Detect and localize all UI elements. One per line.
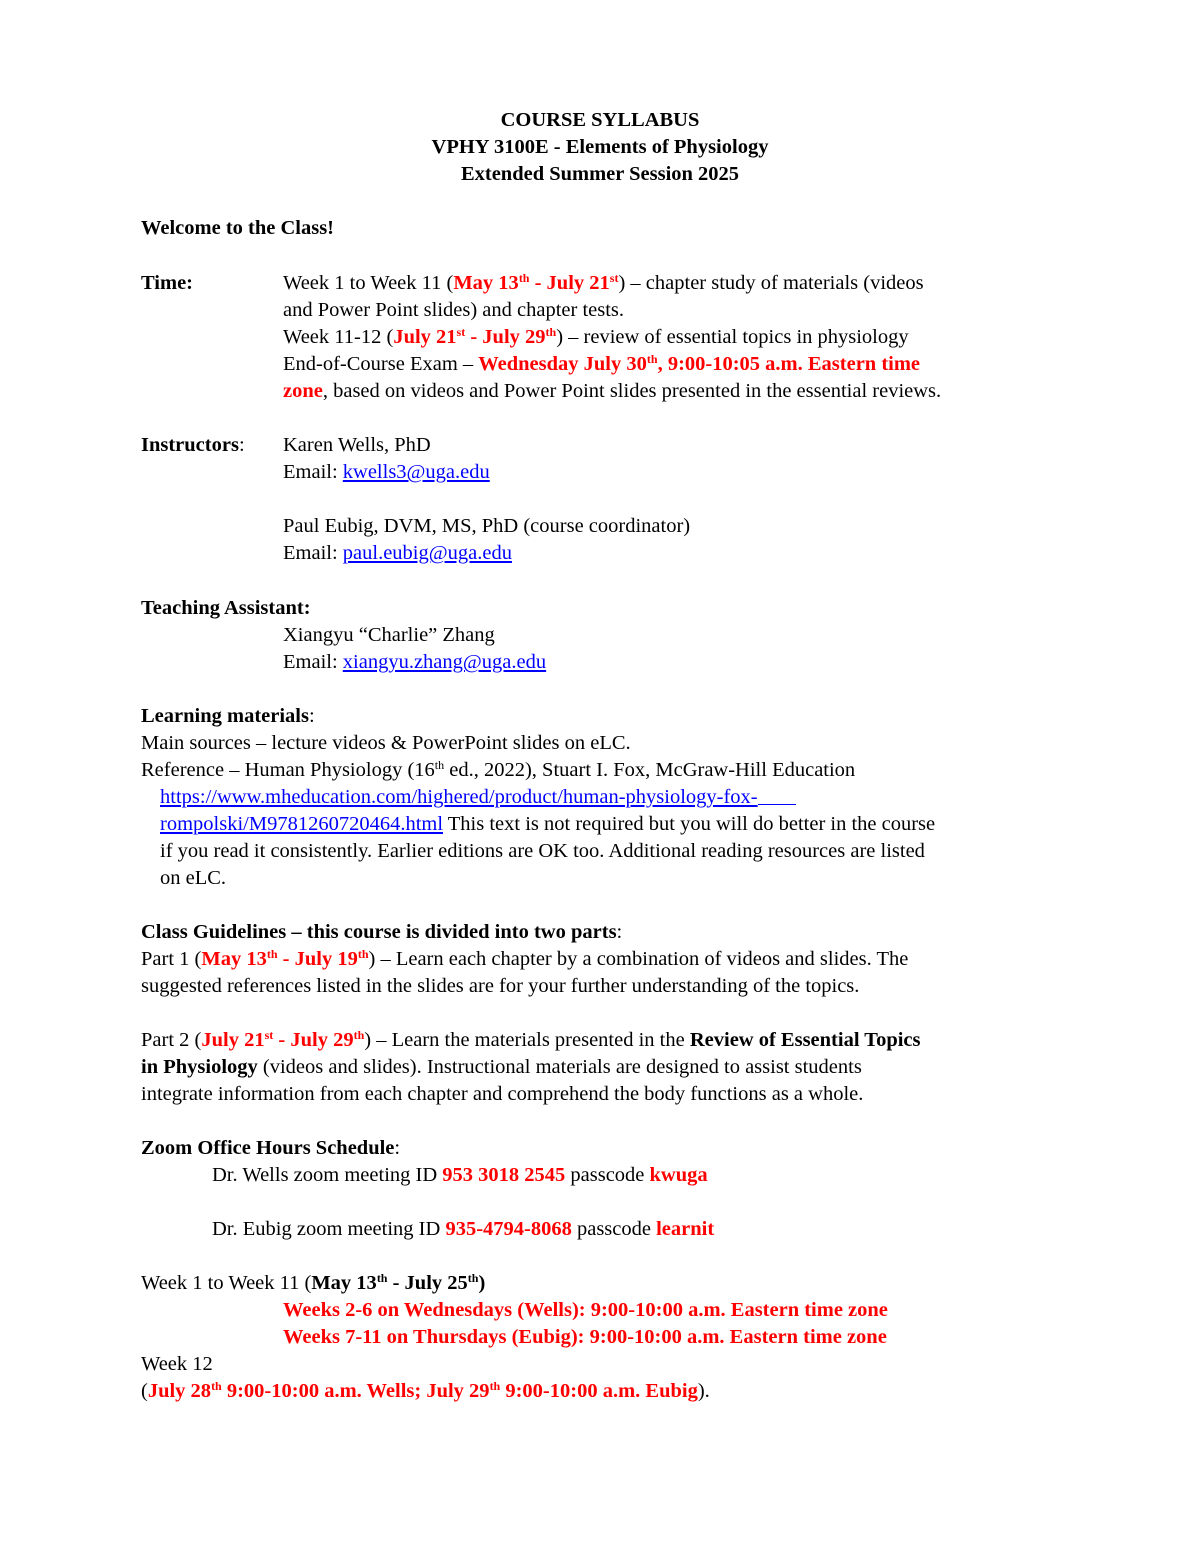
ta-name: Xiangyu “Charlie” Zhang <box>283 624 495 646</box>
reference-url-link-cont[interactable]: rompolski/M9781260720464.html <box>160 813 444 835</box>
instructor-2-name: Paul Eubig, DVM, MS, PhD (course coordinator) <box>283 515 691 537</box>
schedule-wells-hours: Weeks 2-6 on Wednesdays (Wells): 9:00-10:00 a.m. Eastern time zone <box>283 1299 888 1321</box>
reference-url-link[interactable]: https://www.mheducation.com/highered/product/human-physiology-fox- <box>160 786 758 808</box>
time-line-3: Week 11-12 (July 21st - July 29th) – review of essential topics in physiology <box>283 325 909 348</box>
instructor-1-name: Karen Wells, PhD <box>283 434 431 456</box>
schedule-eubig-hours: Weeks 7-11 on Thursdays (Eubig): 9:00-10:00 a.m. Eastern time zone <box>283 1326 887 1348</box>
eubig-meeting-id: 935-4794-8068 <box>445 1218 572 1240</box>
schedule-week-12-hours: (July 28th 9:00-10:00 a.m. Wells; July 29th 9:00-10:00 a.m. Eubig). <box>141 1379 710 1402</box>
eubig-passcode: learnit <box>656 1218 715 1240</box>
schedule-week-12-label: Week 12 <box>141 1353 213 1375</box>
zoom-heading: Zoom Office Hours Schedule: <box>141 1137 401 1159</box>
reference-url-line-2: rompolski/M9781260720464.html This text is not required but you will do better in the course <box>160 813 936 835</box>
wells-meeting-id: 953 3018 2545 <box>442 1164 566 1186</box>
time-line-5: zone, based on videos and Power Point slides presented in the essential reviews. <box>283 380 942 402</box>
guidelines-heading: Class Guidelines – this course is divided into two parts: <box>141 921 623 943</box>
link-underline-tail <box>758 784 796 805</box>
time-line-1: Week 1 to Week 11 (May 13th - July 21st) – chapter study of materials (videos <box>283 271 924 294</box>
welcome-heading: Welcome to the Class! <box>141 217 334 239</box>
wells-passcode: kwuga <box>649 1164 708 1186</box>
materials-reference: Reference – Human Physiology (16th ed., 2022), Stuart I. Fox, McGraw-Hill Education <box>141 758 856 781</box>
guidelines-part1-line2: suggested references listed in the slides are for your further understanding of the topics. <box>141 975 860 997</box>
instructors-label: Instructors: <box>141 434 245 456</box>
time-line-2: and Power Point slides) and chapter tests. <box>283 299 625 321</box>
doc-title: COURSE SYLLABUS <box>500 109 700 131</box>
ta-email-row: Email: xiangyu.zhang@uga.edu <box>283 651 547 673</box>
reference-url-line-1 <box>160 784 796 811</box>
time-line-4: End-of-Course Exam – Wednesday July 30th, 9:00-10:05 a.m. Eastern time <box>283 352 921 375</box>
instructor-1-email-link[interactable]: kwells3@uga.edu <box>342 461 490 483</box>
instructor-1-email-row: Email: kwells3@uga.edu <box>283 461 490 483</box>
materials-heading: Learning materials: <box>141 705 315 727</box>
materials-line-3: if you read it consistently. Earlier editions are OK too. Additional reading resources are listed <box>160 840 925 862</box>
schedule-weeks-1-11: Week 1 to Week 11 (May 13th - July 25th) <box>141 1271 486 1294</box>
guidelines-part2-line2: in Physiology (videos and slides). Instructional materials are designed to assist students <box>141 1056 862 1078</box>
zoom-wells-row: Dr. Wells zoom meeting ID 953 3018 2545 passcode kwuga <box>212 1164 708 1186</box>
ta-label: Teaching Assistant: <box>141 597 311 619</box>
ta-email-link[interactable]: xiangyu.zhang@uga.edu <box>342 651 547 673</box>
instructor-2-email-row: Email: paul.eubig@uga.edu <box>283 542 512 564</box>
zoom-eubig-row: Dr. Eubig zoom meeting ID 935-4794-8068 passcode learnit <box>212 1218 715 1240</box>
guidelines-part1-line1: Part 1 (May 13th - July 19th) – Learn each chapter by a combination of videos and slides. The <box>141 947 909 970</box>
materials-line-4: on eLC. <box>160 867 227 889</box>
instructor-2-email-link[interactable]: paul.eubig@uga.edu <box>342 542 512 564</box>
guidelines-part2-line3: integrate information from each chapter and comprehend the body functions as a whole. <box>141 1083 864 1105</box>
session-name: Extended Summer Session 2025 <box>460 163 740 185</box>
course-name: VPHY 3100E - Elements of Physiology <box>431 136 769 158</box>
materials-main: Main sources – lecture videos & PowerPoint slides on eLC. <box>141 732 631 754</box>
guidelines-part2-line1: Part 2 (July 21st - July 29th) – Learn the materials presented in the Review of Essential Topics <box>141 1028 921 1051</box>
time-label: Time: <box>141 272 194 294</box>
